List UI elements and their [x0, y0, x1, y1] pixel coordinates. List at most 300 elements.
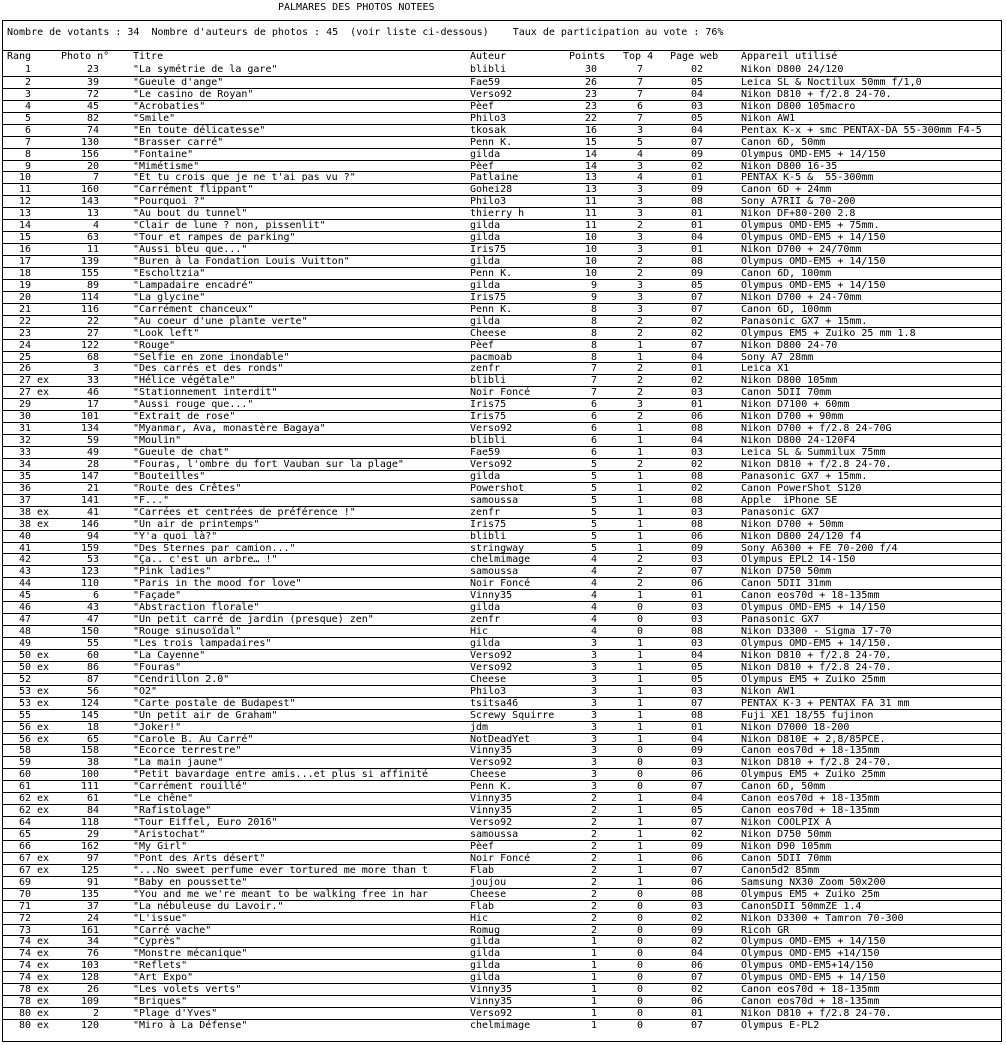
photo-number-cell: 60 — [86, 649, 99, 661]
camera-cell: Canon 6D, 50mm — [741, 136, 826, 148]
points-cell: 1 — [590, 972, 597, 984]
table-row — [3, 518, 1001, 530]
photo-title-cell: "Au coeur d'une plante verte" — [133, 315, 308, 327]
camera-cell: Canon PowerShot S120 — [741, 482, 862, 494]
rank-cell: 27 — [18, 375, 31, 387]
points-cell: 6 — [590, 411, 597, 423]
photo-title-cell: "Rouge" — [133, 339, 176, 351]
table-row — [3, 374, 1001, 386]
web-page-cell: 08 — [690, 470, 703, 482]
web-page-cell: 06 — [690, 876, 703, 888]
header-author: Auteur — [470, 51, 507, 62]
table-row — [3, 780, 1001, 792]
web-page-cell: 09 — [690, 542, 703, 554]
web-page-cell: 04 — [690, 88, 703, 100]
photo-number-cell: 37 — [86, 900, 99, 912]
photo-number-cell: 97 — [86, 852, 99, 864]
author-cell: zenfr — [470, 614, 501, 626]
top4-cell: 5 — [636, 136, 643, 148]
camera-cell: Canon 6D, 50mm — [741, 781, 826, 793]
camera-cell: Panasonic GX7 — [741, 614, 820, 626]
table-row — [3, 768, 1001, 780]
camera-cell: Canon 5DII 70mm — [741, 387, 832, 399]
photo-title-cell: "Rouge sinusoïdal" — [133, 626, 242, 638]
table-row — [3, 935, 1001, 947]
author-cell: Iris75 — [470, 291, 507, 303]
header-top4: Top 4 — [623, 51, 654, 62]
table-row — [3, 959, 1001, 971]
camera-cell: Olympus OMD-EM5+14/150 — [741, 960, 874, 972]
rank-cell: 7 — [24, 136, 31, 148]
photo-number-cell: 86 — [86, 661, 99, 673]
photo-title-cell: "Un petit carré de jardin (presque) zen" — [133, 614, 374, 626]
table-row — [3, 148, 1001, 160]
photo-number-cell: 125 — [80, 864, 99, 876]
top4-cell: 1 — [636, 494, 643, 506]
ex-cell: ex — [37, 960, 50, 972]
camera-cell: Nikon D810 + f/2.8 24-70. — [741, 757, 892, 769]
ex-cell: ex — [37, 375, 50, 387]
points-cell: 7 — [590, 387, 597, 399]
photo-title-cell: "Fouras, l'ombre du fort Vauban sur la plage" — [133, 458, 404, 470]
author-cell: gilda — [470, 256, 501, 267]
photo-number-cell: 65 — [86, 733, 99, 745]
photo-number-cell: 84 — [86, 805, 99, 817]
web-page-cell: 05 — [690, 805, 703, 817]
ex-cell: ex — [37, 387, 50, 399]
top4-cell: 0 — [636, 614, 643, 626]
points-cell: 3 — [590, 733, 597, 745]
photo-number-cell: 29 — [86, 829, 99, 840]
photo-title-cell: "Abstraction florale" — [133, 602, 260, 614]
table-row — [3, 422, 1001, 434]
rank-cell: 15 — [18, 232, 31, 244]
photo-title-cell: "Selfie en zone inondable" — [133, 351, 290, 363]
web-page-cell: 01 — [690, 399, 703, 411]
author-cell: gilda — [470, 220, 501, 232]
photo-title-cell: "Rafistolage" — [133, 805, 212, 817]
rank-cell: 69 — [18, 876, 31, 888]
web-page-cell: 04 — [690, 948, 703, 960]
camera-cell: Olympus EPL2 14-150 — [741, 554, 856, 566]
photo-title-cell: "Baby en poussette" — [133, 876, 248, 888]
table-row — [3, 864, 1001, 876]
photo-number-cell: 46 — [86, 387, 99, 399]
web-page-cell: 04 — [690, 435, 703, 447]
points-cell: 3 — [590, 649, 597, 661]
photo-title-cell: "Tour Eiffel, Euro 2016" — [133, 817, 278, 829]
rank-cell: 74 — [18, 948, 31, 960]
ex-cell: ex — [37, 805, 50, 817]
author-cell: Patlaine — [470, 172, 519, 184]
web-page-cell: 08 — [690, 709, 703, 721]
rank-cell: 74 — [18, 960, 31, 972]
points-cell: 3 — [590, 769, 597, 781]
web-page-cell: 01 — [690, 1008, 703, 1020]
top4-cell: 2 — [636, 256, 643, 267]
camera-cell: Olympus OMD-EM5 + 14/150 — [741, 279, 886, 291]
table-row — [3, 351, 1001, 363]
author-cell: Pèef — [470, 160, 495, 172]
table-row — [3, 339, 1001, 351]
points-cell: 2 — [590, 924, 597, 936]
web-page-cell: 06 — [690, 960, 703, 972]
table-row — [3, 828, 1001, 840]
points-cell: 23 — [584, 88, 597, 100]
ex-cell: ex — [37, 518, 50, 530]
header-camera: Appareil utilisé — [741, 51, 838, 62]
points-cell: 2 — [590, 805, 597, 817]
top4-cell: 2 — [636, 411, 643, 423]
rank-cell: 60 — [18, 769, 31, 781]
photo-title-cell: "Paris in the mood for love" — [133, 578, 302, 590]
web-page-cell: 08 — [690, 518, 703, 530]
photo-title-cell: "Des carrés et des ronds" — [133, 363, 284, 375]
photo-number-cell: 2 — [92, 1008, 99, 1020]
author-cell: NotDeadYet — [470, 733, 531, 745]
rank-cell: 26 — [18, 363, 31, 375]
top4-cell: 1 — [636, 793, 643, 805]
camera-cell: Ricoh GR — [741, 924, 790, 936]
header-photo: Photo n° — [61, 51, 110, 62]
photo-number-cell: 18 — [86, 721, 99, 733]
top4-cell: 0 — [636, 626, 643, 638]
camera-cell: Canon eos70d + 18-135mm — [741, 805, 880, 817]
rank-cell: 9 — [24, 160, 31, 172]
top4-cell: 2 — [636, 267, 643, 279]
points-cell: 1 — [590, 996, 597, 1008]
top4-cell: 1 — [636, 542, 643, 554]
author-cell: Screwy Squirre — [470, 709, 555, 721]
table-row — [3, 327, 1001, 339]
photo-number-cell: 61 — [86, 793, 99, 805]
photo-number-cell: 155 — [80, 267, 99, 279]
points-cell: 8 — [590, 327, 597, 339]
photo-title-cell: "Carré vache" — [133, 924, 212, 936]
photo-title-cell: "Cyprès" — [133, 936, 182, 948]
photo-number-cell: 21 — [86, 482, 99, 494]
top4-cell: 1 — [636, 805, 643, 817]
photo-number-cell: 22 — [86, 315, 99, 327]
top4-cell: 0 — [636, 745, 643, 757]
points-cell: 5 — [590, 458, 597, 470]
photo-number-cell: 109 — [80, 996, 99, 1008]
web-page-cell: 03 — [690, 100, 703, 112]
rank-cell: 41 — [18, 542, 31, 554]
photo-title-cell: "Carrément flippant" — [133, 184, 254, 196]
top4-cell: 1 — [636, 638, 643, 649]
photo-title-cell: "Tour et rampes de parking" — [133, 232, 296, 244]
rank-cell: 72 — [18, 912, 31, 924]
table-row — [3, 744, 1001, 756]
author-cell: Pèef — [470, 840, 495, 852]
camera-cell: Canon eos70d + 18-135mm — [741, 984, 880, 996]
top4-cell: 1 — [636, 733, 643, 745]
author-cell: Noir Foncé — [470, 852, 531, 864]
photo-number-cell: 124 — [80, 697, 99, 709]
camera-cell: Panasonic GX7 + 15mm. — [741, 470, 868, 482]
rank-cell: 62 — [18, 793, 31, 805]
author-cell: gilda — [470, 315, 501, 327]
points-cell: 8 — [590, 315, 597, 327]
points-cell: 3 — [590, 685, 597, 697]
photo-number-cell: 120 — [80, 1020, 99, 1031]
points-cell: 3 — [590, 757, 597, 769]
points-cell: 1 — [590, 948, 597, 960]
points-cell: 7 — [590, 363, 597, 375]
author-cell: blibli — [470, 375, 507, 387]
photo-title-cell: "Carrément chanceux" — [133, 303, 254, 315]
photo-number-cell: 39 — [86, 76, 99, 88]
top4-cell: 1 — [636, 482, 643, 494]
photo-title-cell: "Monstre mécanique" — [133, 948, 248, 960]
rank-cell: 17 — [18, 256, 31, 267]
points-cell: 5 — [590, 518, 597, 530]
web-page-cell: 03 — [690, 554, 703, 566]
top4-cell: 6 — [636, 100, 643, 112]
author-cell: tkosak — [470, 124, 507, 136]
points-cell: 6 — [590, 447, 597, 458]
camera-cell: Nikon D800 105mm — [741, 375, 838, 387]
photo-number-cell: 145 — [80, 709, 99, 721]
table-row — [3, 243, 1001, 255]
points-cell: 1 — [590, 936, 597, 948]
photo-title-cell: "Fouras" — [133, 661, 182, 673]
table-row — [3, 792, 1001, 804]
rank-cell: 22 — [18, 315, 31, 327]
camera-cell: Canon 6D, 100mm — [741, 303, 832, 315]
rank-cell: 74 — [18, 936, 31, 948]
table-row — [3, 171, 1001, 183]
top4-cell: 0 — [636, 936, 643, 948]
author-cell: Iris75 — [470, 518, 507, 530]
top4-cell: 1 — [636, 590, 643, 602]
top4-cell: 0 — [636, 996, 643, 1008]
author-cell: Noir Foncé — [470, 578, 531, 590]
photo-title-cell: "Acrobaties" — [133, 100, 206, 112]
photo-title-cell: "La Cayenne" — [133, 649, 206, 661]
points-cell: 3 — [590, 673, 597, 685]
rank-cell: 21 — [18, 303, 31, 315]
points-cell: 1 — [590, 984, 597, 996]
camera-cell: Olympus OMD-EM5 + 14/150 — [741, 972, 886, 984]
table-row — [3, 816, 1001, 828]
top4-cell: 1 — [636, 840, 643, 852]
photo-title-cell: "L'issue" — [133, 912, 188, 924]
points-cell: 16 — [584, 124, 597, 136]
web-page-cell: 01 — [690, 244, 703, 256]
web-page-cell: 03 — [690, 757, 703, 769]
top4-cell: 1 — [636, 864, 643, 876]
table-row — [3, 565, 1001, 577]
photo-number-cell: 20 — [86, 160, 99, 172]
table-body — [3, 64, 1001, 1031]
camera-cell: Olympus OMD-EM5 + 14/150. — [741, 638, 892, 649]
top4-cell: 2 — [636, 375, 643, 387]
author-cell: Verso92 — [470, 458, 513, 470]
camera-cell: Panasonic GX7 — [741, 506, 820, 518]
table-row — [3, 589, 1001, 601]
ex-cell: ex — [37, 936, 50, 948]
rank-cell: 64 — [18, 817, 31, 829]
points-cell: 2 — [590, 912, 597, 924]
points-cell: 7 — [590, 375, 597, 387]
photo-title-cell: "Extrait de rose" — [133, 411, 236, 423]
camera-cell: Canon eos70d + 18-135mm — [741, 996, 880, 1008]
camera-cell: Olympus OMD-EM5 + 75mm. — [741, 220, 880, 232]
points-cell: 3 — [590, 697, 597, 709]
rank-cell: 70 — [18, 888, 31, 900]
photo-number-cell: 161 — [80, 924, 99, 936]
points-cell: 9 — [590, 279, 597, 291]
photo-number-cell: 139 — [80, 256, 99, 267]
rank-cell: 46 — [18, 602, 31, 614]
rank-cell: 30 — [18, 411, 31, 423]
photo-number-cell: 26 — [86, 984, 99, 996]
top4-cell: 7 — [636, 88, 643, 100]
camera-cell: Panasonic GX7 + 15mm. — [741, 315, 868, 327]
camera-cell: Nikon D810 + f/2.8 24-70. — [741, 88, 892, 100]
table-row — [3, 506, 1001, 518]
ex-cell: ex — [37, 864, 50, 876]
table-row — [3, 386, 1001, 398]
photo-number-cell: 3 — [92, 363, 99, 375]
rank-cell: 58 — [18, 745, 31, 757]
top4-cell: 1 — [636, 649, 643, 661]
photo-number-cell: 68 — [86, 351, 99, 363]
photo-number-cell: 38 — [86, 757, 99, 769]
photo-number-cell: 122 — [80, 339, 99, 351]
photo-number-cell: 23 — [86, 64, 99, 75]
points-cell: 14 — [584, 160, 597, 172]
photo-number-cell: 94 — [86, 530, 99, 542]
ex-cell: ex — [37, 948, 50, 960]
author-cell: gilda — [470, 470, 501, 482]
rank-cell: 66 — [18, 840, 31, 852]
table-row — [3, 840, 1001, 852]
top4-cell: 3 — [636, 196, 643, 208]
camera-cell: Apple iPhone SE — [741, 494, 838, 506]
web-page-cell: 03 — [690, 638, 703, 649]
photo-title-cell: "Cendrillon 2.0" — [133, 673, 230, 685]
points-cell: 3 — [590, 745, 597, 757]
author-cell: Cheese — [470, 327, 507, 339]
points-cell: 8 — [590, 339, 597, 351]
web-page-cell: 01 — [690, 363, 703, 375]
top4-cell: 3 — [636, 160, 643, 172]
points-cell: 3 — [590, 781, 597, 793]
camera-cell: Canon eos70d + 18-135mm — [741, 793, 880, 805]
author-cell: gilda — [470, 148, 501, 160]
points-cell: 30 — [584, 64, 597, 75]
rank-cell: 47 — [18, 614, 31, 626]
web-page-cell: 06 — [690, 411, 703, 423]
top4-cell: 1 — [636, 470, 643, 482]
web-page-cell: 03 — [690, 387, 703, 399]
author-cell: stringway — [470, 542, 525, 554]
rank-cell: 29 — [18, 399, 31, 411]
points-cell: 4 — [590, 626, 597, 638]
author-cell: pacmoab — [470, 351, 513, 363]
photo-number-cell: 123 — [80, 566, 99, 578]
photo-number-cell: 91 — [86, 876, 99, 888]
rank-cell: 78 — [18, 996, 31, 1008]
ex-cell: ex — [37, 972, 50, 984]
photo-title-cell: "Et tu crois que je ne t'ai pas vu ?" — [133, 172, 356, 184]
top4-cell: 0 — [636, 769, 643, 781]
web-page-cell: 06 — [690, 769, 703, 781]
photo-title-cell: "La glycine" — [133, 291, 206, 303]
rank-cell: 16 — [18, 244, 31, 256]
camera-cell: Leica SL & Summilux 75mm — [741, 447, 886, 458]
photo-title-cell: "Clair de lune ? non, pissenlit" — [133, 220, 326, 232]
author-cell: Penn K. — [470, 136, 513, 148]
top4-cell: 1 — [636, 661, 643, 673]
photo-number-cell: 24 — [86, 912, 99, 924]
table-row — [3, 231, 1001, 243]
photo-number-cell: 160 — [80, 184, 99, 196]
table-row — [3, 112, 1001, 124]
web-page-cell: 04 — [690, 351, 703, 363]
web-page-cell: 07 — [690, 303, 703, 315]
web-page-cell: 05 — [690, 279, 703, 291]
table-row — [3, 434, 1001, 446]
photo-number-cell: 4 — [92, 220, 99, 232]
points-cell: 10 — [584, 256, 597, 267]
author-cell: gilda — [470, 232, 501, 244]
photo-number-cell: 76 — [86, 948, 99, 960]
web-page-cell: 07 — [690, 972, 703, 984]
author-cell: Vinny35 — [470, 984, 513, 996]
camera-cell: Sony A6300 + FE 70-200 f/4 — [741, 542, 898, 554]
camera-cell: Nikon D800 16-35 — [741, 160, 838, 172]
author-cell: chelmimage — [470, 554, 531, 566]
rank-cell: 31 — [18, 423, 31, 435]
rank-cell: 43 — [18, 566, 31, 578]
web-page-cell: 02 — [690, 482, 703, 494]
table-row — [3, 136, 1001, 148]
table-row — [3, 446, 1001, 458]
page-title: PALMARES DES PHOTOS NOTEES — [278, 2, 435, 13]
author-cell: Iris75 — [470, 244, 507, 256]
author-cell: Fae59 — [470, 76, 501, 88]
table-row — [3, 219, 1001, 231]
camera-cell: Canon 6D, 100mm — [741, 267, 832, 279]
photo-title-cell: "Route des Crêtes" — [133, 482, 242, 494]
rank-cell: 1 — [24, 64, 31, 75]
rank-cell: 27 — [18, 387, 31, 399]
ex-cell: ex — [37, 721, 50, 733]
photo-number-cell: 100 — [80, 769, 99, 781]
web-page-cell: 08 — [690, 423, 703, 435]
photo-number-cell: 101 — [80, 411, 99, 423]
camera-cell: Pentax K-x + smc PENTAX-DA 55-300mm F4-5 — [741, 124, 982, 136]
points-cell: 6 — [590, 399, 597, 411]
table-row — [3, 470, 1001, 482]
table-row — [3, 804, 1001, 816]
points-cell: 2 — [590, 829, 597, 840]
photo-title-cell: "En toute délicatesse" — [133, 124, 266, 136]
table-row — [3, 733, 1001, 745]
ex-cell: ex — [37, 996, 50, 1008]
photo-number-cell: 47 — [86, 614, 99, 626]
rank-cell: 32 — [18, 435, 31, 447]
web-page-cell: 02 — [690, 375, 703, 387]
camera-cell: Olympus OMD-EM5 + 14/150 — [741, 936, 886, 948]
web-page-cell: 07 — [690, 697, 703, 709]
top4-cell: 1 — [636, 697, 643, 709]
author-cell: Iris75 — [470, 399, 507, 411]
